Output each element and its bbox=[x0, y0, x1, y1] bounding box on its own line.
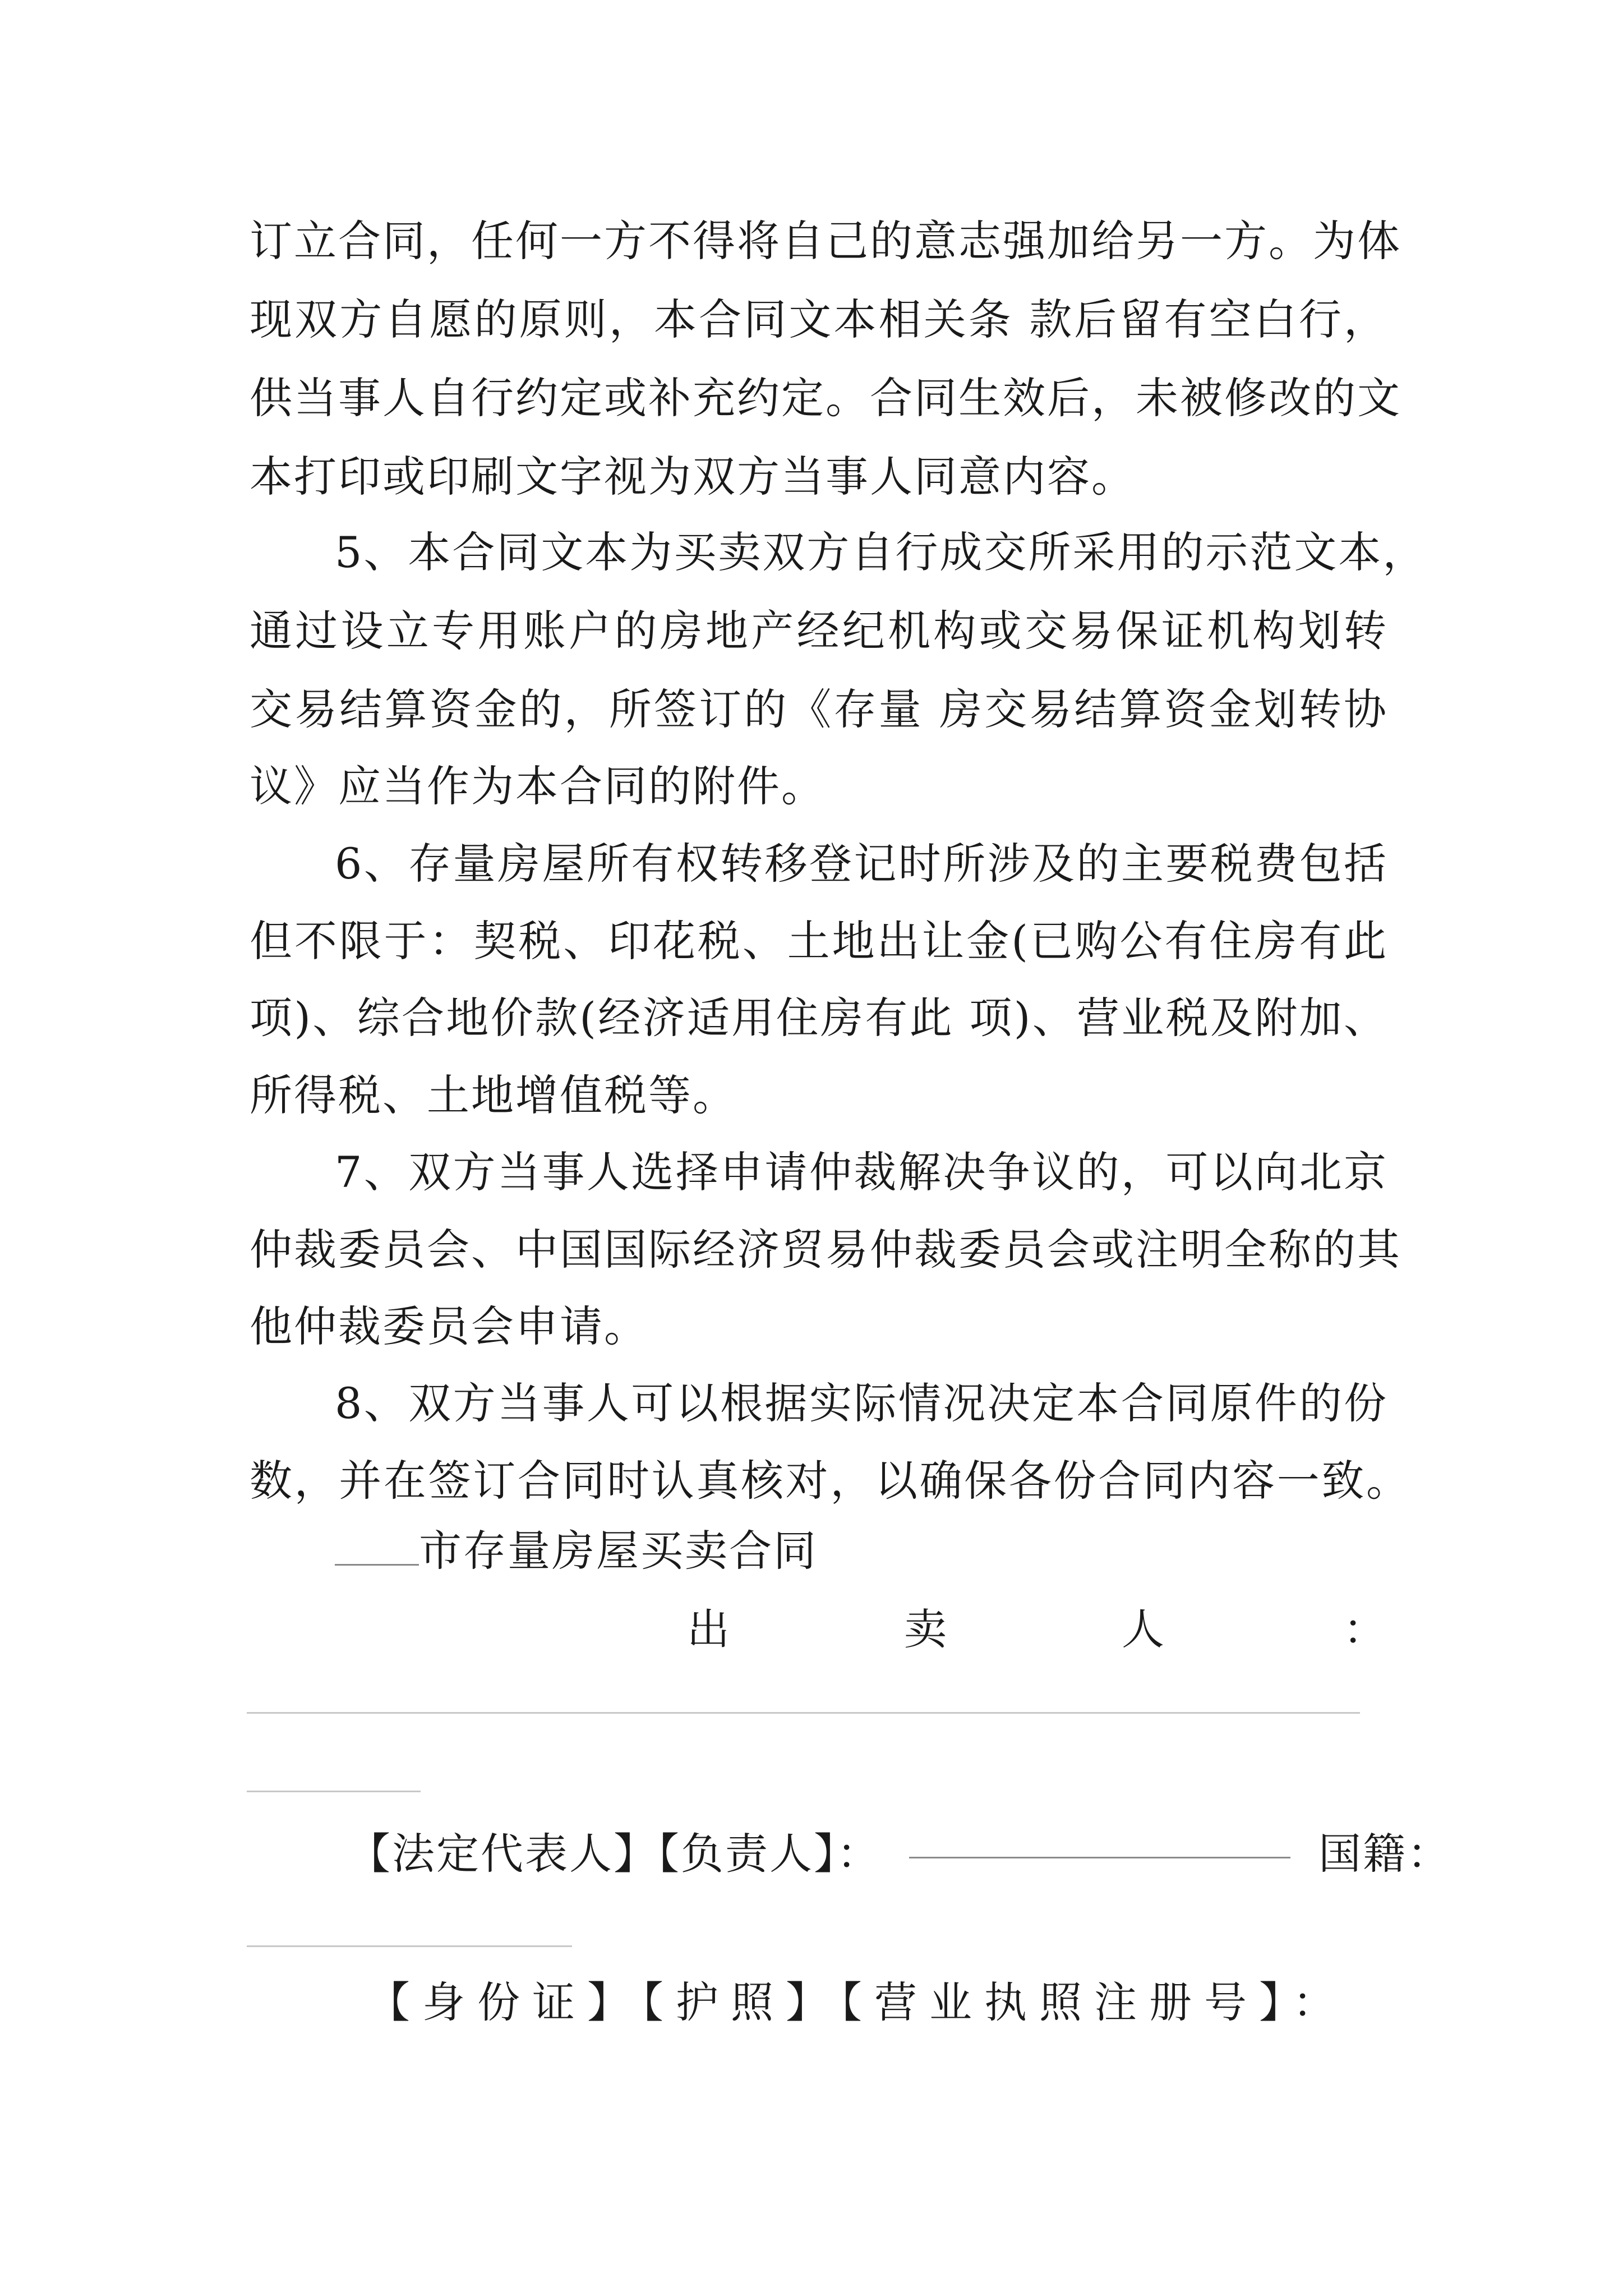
contract-title: 市存量房屋买卖合同 bbox=[419, 1526, 818, 1576]
seller-char-3: 人 bbox=[1122, 1604, 1164, 1654]
paragraph-6-line-1: 6、存量房屋所有权转移登记时所涉及的主要税费包括 bbox=[335, 839, 1388, 889]
nationality-label: 国籍： bbox=[1318, 1829, 1451, 1879]
paragraph-8-line-1: 8、双方当事人可以根据实际情况决定本合同原件的份 bbox=[335, 1378, 1388, 1428]
paragraph-5-line-1: 5、本合同文本为买卖双方自行成交所采用的示范文本， bbox=[335, 527, 1427, 577]
id-line: 【身份证】【护照】【营业执照注册号】： bbox=[367, 1977, 1348, 2027]
contract-title-line bbox=[335, 1523, 818, 1579]
seller-char-4: ： bbox=[1343, 1604, 1386, 1654]
paragraph-4-line-2: 现双方自愿的原则，本合同文本相关条 款后留有空白行， bbox=[250, 295, 1388, 344]
paragraph-6-line-4: 所得税、土地增值税等。 bbox=[250, 1070, 737, 1120]
seller-char-2: 卖 bbox=[904, 1604, 947, 1654]
paragraph-4-line-3: 供当事人自行约定或补充约定。合同生效后，未被修改的文 bbox=[250, 373, 1401, 423]
paragraph-8-line-2: 数，并在签订合同时认真核对，以确保各份合同内容一致。 bbox=[250, 1456, 1410, 1506]
representative-label: 【法定代表人】【负责人】： bbox=[348, 1829, 881, 1879]
paragraph-4-line-4: 本打印或印刷文字视为双方当事人同意内容。 bbox=[250, 452, 1136, 501]
seller-char-1: 出 bbox=[687, 1604, 730, 1654]
paragraph-5-line-4: 议》应当作为本合同的附件。 bbox=[250, 761, 826, 811]
paragraph-6-line-3: 项)、综合地价款(经济适用住房有此 项)、营业税及附加、 bbox=[250, 993, 1388, 1043]
seller-name-rule-continued[interactable] bbox=[247, 1791, 421, 1792]
nationality-rule[interactable] bbox=[247, 1945, 572, 1947]
paragraph-4-line-1: 订立合同，任何一方不得将自己的意志强加给另一方。为体 bbox=[250, 216, 1401, 266]
paragraph-6-line-2: 但不限于：契税、印花税、土地出让金(已购公有住房有此 bbox=[250, 916, 1388, 966]
representative-field[interactable] bbox=[909, 1857, 1290, 1858]
paragraph-7-line-2: 仲裁委员会、中国国际经济贸易仲裁委员会或注明全称的其 bbox=[250, 1225, 1401, 1274]
representative-line bbox=[348, 1826, 1451, 1882]
paragraph-5-line-3: 交易结算资金的，所签订的《存量 房交易结算资金划转协 bbox=[250, 684, 1388, 734]
city-blank bbox=[335, 1564, 419, 1566]
paragraph-5-line-2: 通过设立专用账户的房地产经纪机构或交易保证机构划转 bbox=[250, 606, 1388, 656]
paragraph-7-line-1: 7、双方当事人选择申请仲裁解决争议的，可以向北京 bbox=[335, 1147, 1388, 1197]
seller-name-rule[interactable] bbox=[247, 1712, 1360, 1714]
paragraph-7-line-3: 他仲裁委员会申请。 bbox=[250, 1301, 648, 1351]
